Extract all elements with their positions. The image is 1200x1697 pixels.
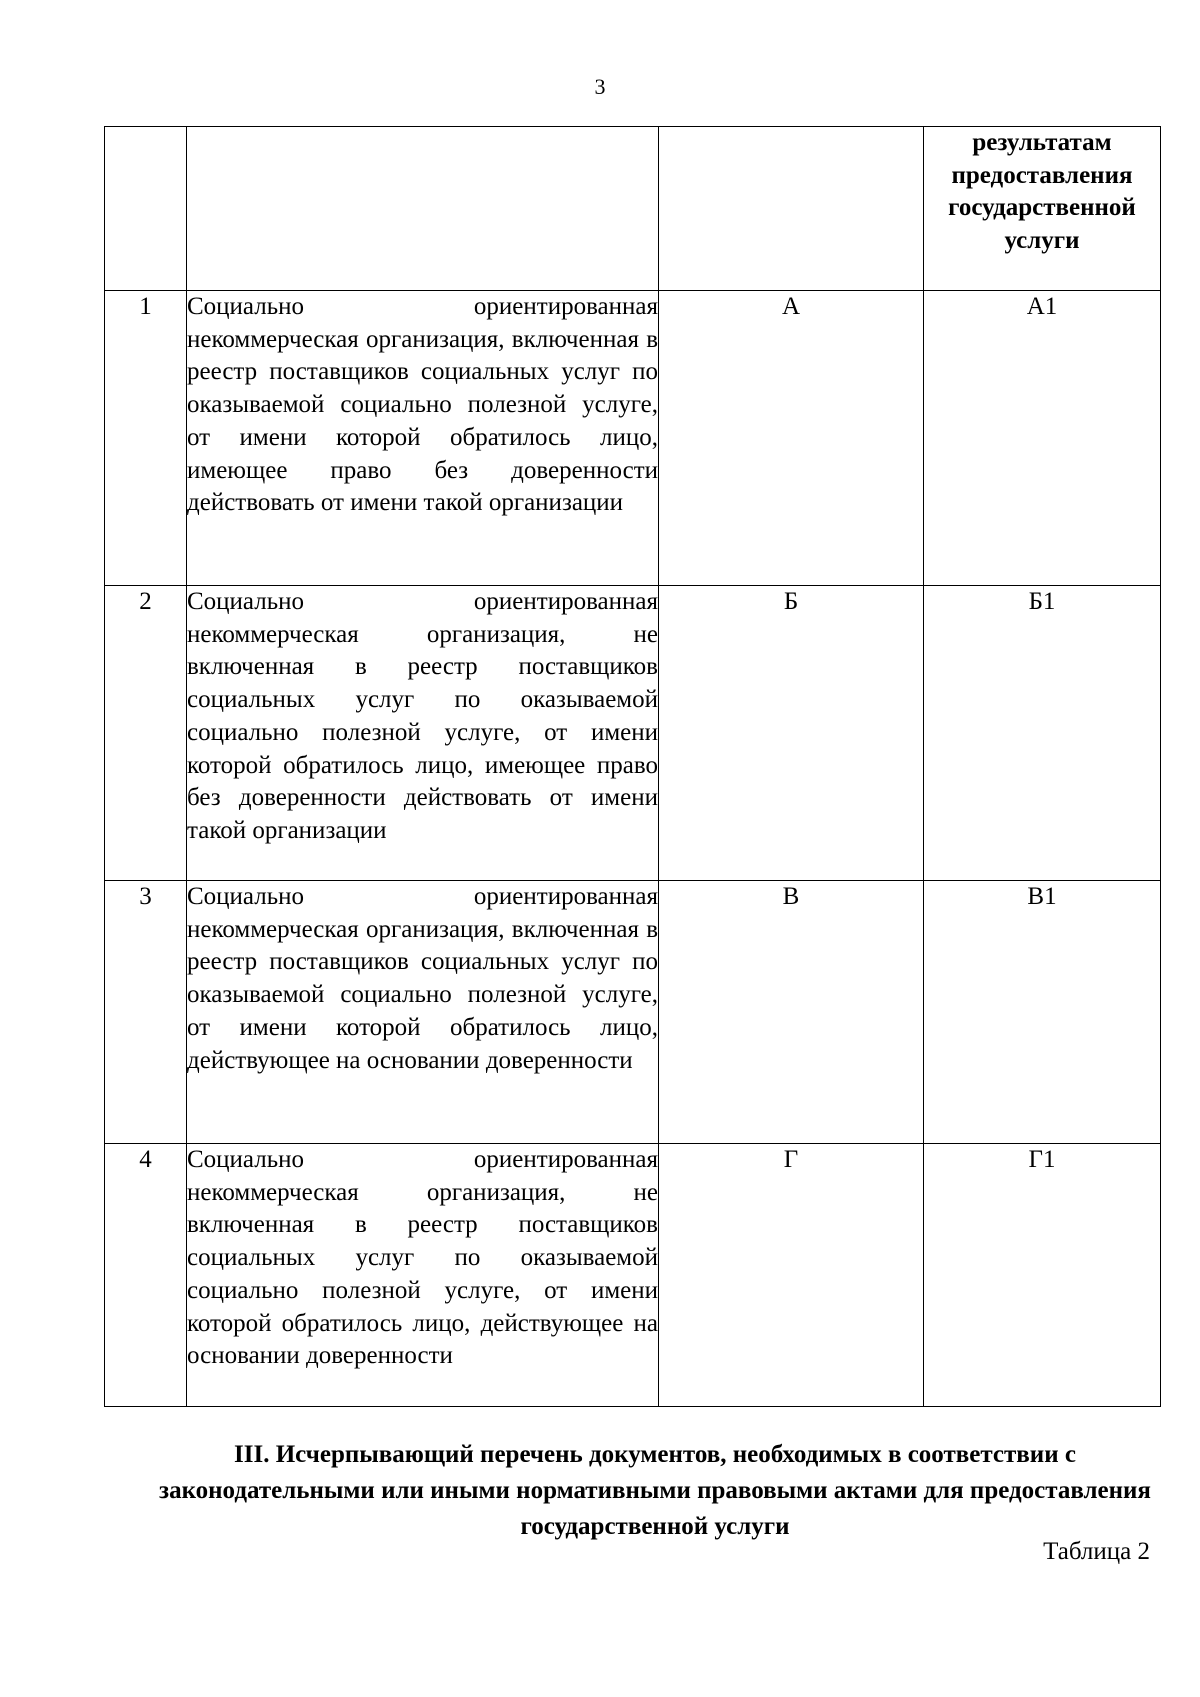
table-row <box>105 881 1161 1144</box>
header-cell-description <box>187 127 659 291</box>
row-number: 2 <box>105 586 187 881</box>
row-result: А1 <box>924 291 1161 586</box>
header-cell-result: результатам предоставления государственной услуги <box>924 127 1161 291</box>
section-title: III. Исчерпывающий перечень документов, необходимых в соответствии с законодательными или иными нормативными правовыми актами для предоставления государственной услуги <box>159 1441 1151 1540</box>
row-result: В1 <box>924 881 1161 1144</box>
row-code: А <box>659 291 924 586</box>
row-description: Социально ориентированная некоммерческая организация, не включенная в реестр поставщиков социальных услуг по оказываемой социально полезной услуге, от имени которой обратилось лицо, действующее на основании доверенности <box>187 1144 659 1407</box>
services-table <box>104 126 1161 1407</box>
table-caption: Таблица 2 <box>1043 1538 1150 1565</box>
table-header-row <box>105 127 1161 291</box>
row-number: 1 <box>105 291 187 586</box>
row-code: В <box>659 881 924 1144</box>
row-description: Социально ориентированная некоммерческая организация, не включенная в реестр поставщиков социальных услуг по оказываемой социально полезной услуге, от имени которой обратилось лицо, имеющее право без доверенности действовать от имени такой организации <box>187 586 659 881</box>
table-row <box>105 1144 1161 1407</box>
row-code: Б <box>659 586 924 881</box>
row-description: Социально ориентированная некоммерческая организация, включенная в реестр поставщиков социальных услуг по оказываемой социально полезной услуге, от имени которой обратилось лицо, имеющее право без доверенности действовать от имени такой организации <box>187 291 659 586</box>
header-cell-num <box>105 127 187 291</box>
header-cell-code <box>659 127 924 291</box>
row-number: 4 <box>105 1144 187 1407</box>
row-result: Г1 <box>924 1144 1161 1407</box>
table-row <box>105 586 1161 881</box>
row-description: Социально ориентированная некоммерческая организация, включенная в реестр поставщиков социальных услуг по оказываемой социально полезной услуге, от имени которой обратилось лицо, действующее на основании доверенности <box>187 881 659 1144</box>
row-code: Г <box>659 1144 924 1407</box>
row-result: Б1 <box>924 586 1161 881</box>
page-number: 3 <box>594 74 606 99</box>
row-number: 3 <box>105 881 187 1144</box>
table-row <box>105 291 1161 586</box>
